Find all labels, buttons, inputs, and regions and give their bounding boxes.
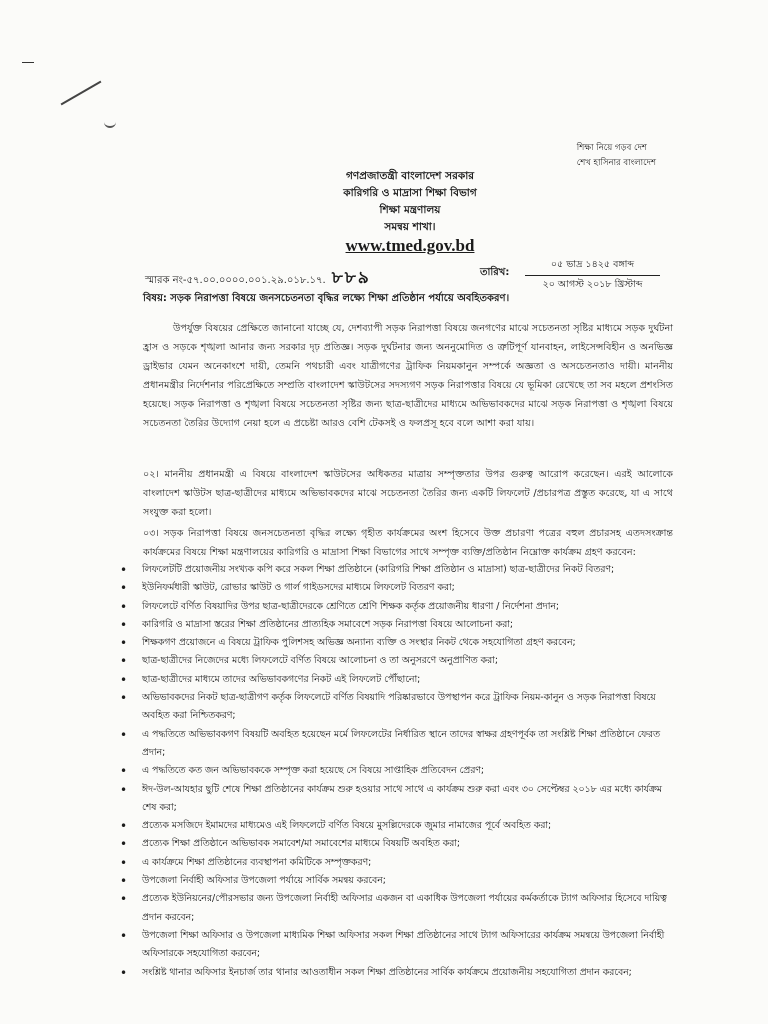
list-item: • এ পদ্ধতিতে কত জন অভিভাবককে সম্পৃক্ত করা হয়েছে সে বিষয়ে সাপ্তাহিক প্রতিবেদন প্রেরণ; — [118, 762, 678, 780]
motto-line-2: শেখ হাসিনার বাংলাদেশ — [576, 158, 656, 168]
memo-number — [145, 265, 371, 293]
list-item: • শিক্ষকগণ প্রয়োজনে এ বিষয়ে ট্রাফিক পুলিশসহ অভিজ্ঞ অন্যান্য ব্যক্তি ও সংস্থার নিকট থেকে সহযোগিতা গ্রহণ করবেন; — [118, 634, 678, 652]
memo-number-label: স্মারক নং-৫৭.০০.০০০০.০০১.২৯.০১৮.১৭. — [145, 275, 326, 286]
section-name: সমন্বয় শাখা। — [384, 221, 436, 233]
list-item: • ইউনিফর্মধারী স্কাউট, রোভার স্কাউট ও গার্ল গাইডসদের মাধ্যমে লিফলেট বিতরণ করা; — [118, 579, 678, 597]
subject-line: বিষয়: সড়ক নিরাপত্তা বিষয়ে জনসচেতনতা বৃদ্ধির লক্ষ্যে শিক্ষা প্রতিষ্ঠান পর্যায়ে অবহিতকরণ। — [143, 293, 510, 304]
list-item: • লিফলেটে বর্ণিত বিষয়াদির উপর ছাত্র-ছাত্রীদেরকে শ্রেণিতে শ্রেণি শিক্ষক কর্তৃক প্রয়োজনীয় ধারণা / নির্দেশনা প্রদান; — [118, 598, 678, 616]
list-item: • ছাত্র-ছাত্রীদের নিজেদের মধ্যে লিফলেটে বর্ণিত বিষয়ে আলোচনা ও তা অনুসরণে অনুপ্রাণিত করা; — [118, 652, 678, 670]
paragraph-1: উপর্যুক্ত বিষয়ের প্রেক্ষিতে জানানো যাচ্ছে যে, দেশব্যাপী সড়ক নিরাপত্তা বিষয়ে জনগণের মাঝে সচেতনতা সৃষ্টির মাধ্যমে সড়ক দুর্ঘটনা হ্রাস ও সড়কে শৃঙ্খলা আনার জন্য সরকার দৃঢ় প্রতিজ্ঞ। সড়ক দুর্ঘটনার জন্য অননুমোদিত ও ত্রুটিপূর্ণ যানবাহন, লাইসেন্সবিহীন ও অনভিজ্ঞ ড্রাইভার যেমন অনেকাংশে দায়ী, তেমনি পথচারী এবং যাত্রীগণের ট্রাফিক নিয়মকানুন সম্পর্কে অজ্ঞতা ও অসচেতনতাও দায়ী। মাননীয় প্রধানমন্ত্রীর নির্দেশনার পরিপ্রেক্ষিতে সম্প্রতি বাংলাদেশ স্কাউটসের সদস্যগণ সড়ক নিরাপত্তার বিষয়ে যে ভূমিকা রেখেছে তা সব মহলে প্রশংসিত হয়েছে। সড়ক নিরাপত্তা ও শৃঙ্খলা বিষয়ে সচেতনতা সৃষ্টির জন্য ছাত্র-ছাত্রীদের মাধ্যমে অভিভাবকদের মাঝে সড়ক নিরাপত্তা ও শৃঙ্খলা বিষয়ে সচেতনতা তৈরির উদ্যোগ নেয়া হলে এ প্রচেষ্টা আরও বেশি টেকসই ও ফলপ্রসূ হবে বলে আশা করা যায়। — [143, 323, 673, 429]
list-item: • প্রত্যেক মসজিদে ইমামদের মাধ্যমেও এই লিফলেটে বর্ণিত বিষয়ে মুসল্লিদেরকে জুমার নামাজের পূর্বে অবহিত করা; — [118, 817, 678, 835]
government-name: গণপ্রজাতন্ত্রী বাংলাদেশ সরকার — [345, 170, 475, 182]
pen-curve-mark — [104, 122, 116, 128]
date-bangla: ০৫ ভাদ্র ১৪২৫ বঙ্গাব্দ — [525, 258, 660, 276]
letterhead — [270, 168, 550, 254]
list-item: • ছাত্র-ছাত্রীদের মাধ্যমে তাদের অভিভাবকগণের নিকট এই লিফলেট পৌঁছানো; — [118, 671, 678, 689]
website-link[interactable]: www.tmed.gov.bd — [345, 236, 475, 255]
ministry-name: শিক্ষা মন্ত্রণালয় — [379, 204, 441, 216]
motto — [577, 141, 656, 171]
date-label: তারিখ: — [480, 267, 510, 278]
list-item: • অভিভাবকদের নিকট ছাত্র-ছাত্রীগণ কর্তৃক লিফলেটে বর্ণিত বিষয়াদি পরিষ্কারভাবে উপস্থাপন করে ট্রাফিক নিয়ম-কানুন ও সড়ক নিরাপত্তা বিষয়ে অবহিত করা নিশ্চিতকরণ; — [118, 689, 678, 726]
scan-edge-mark — [22, 62, 34, 63]
date-block — [525, 258, 660, 293]
paragraph-3: ০৩। সড়ক নিরাপত্তা বিষয়ে জনসচেতনতা বৃদ্ধির লক্ষ্যে গৃহীত কার্যক্রমের অংশ হিসেবে উক্ত প্রচারণা পত্রের বহুল প্রচারসহ এতদসংক্রান্ত কার্যক্রমের বিষয়ে শিক্ষা মন্ত্রণালয়ের কারিগরি ও মাদ্রাসা শিক্ষা বিভাগের সাথে সম্পৃক্ত ব্যক্তি/প্রতিষ্ঠান নিম্নোক্ত কার্যক্রম গ্রহণ করবেন: — [143, 528, 673, 558]
pen-stroke-mark — [61, 81, 102, 106]
motto-line-1: শিক্ষা নিয়ে গড়ব দেশ — [576, 143, 647, 153]
list-item: • উপজেলা নির্বাহী অফিসার উপজেলা পর্যায়ে সার্বিক সমন্বয় করবেন; — [118, 872, 678, 890]
list-item: • ঈদ-উল-আযহার ছুটি শেষে শিক্ষা প্রতিষ্ঠানের কার্যক্রম শুরু হওয়ার সাথে সাথে এ কার্যক্রম শুরু করা এবং ৩০ সেপ্টেম্বর ২০১৮ এর মধ্যে কার্যক্রম শেষ করা; — [118, 781, 678, 818]
list-item: • এ পদ্ধতিতে অভিভাবকগণ বিষয়টি অবহিত হয়েছেন মর্মে লিফলেটের নির্ধারিত স্থানে তাদের স্বাক্ষর গ্রহণপূর্বক তা সংশ্লিষ্ট শিক্ষা প্রতিষ্ঠানে ফেরত প্রদান; — [118, 726, 678, 763]
paragraph-2: ০২। মাননীয় প্রধানমন্ত্রী এ বিষয়ে বাংলাদেশ স্কাউটসের অধিকতর মাত্রায় সম্পৃক্ততার উপর গুরুত্ব আরোপ করেছেন। এরই আলোকে বাংলাদেশ স্কাউটস ছাত্র-ছাত্রীদের মাধ্যমে অভিভাবকদের মাঝে সচেতনতা তৈরির জন্য একটি লিফলেট /প্রচারপত্র প্রস্তুত করেছে, যা এ সাথে সংযুক্ত করা হলো। — [143, 469, 673, 518]
list-item: • উপজেলা শিক্ষা অফিসার ও উপজেলা মাধ্যমিক শিক্ষা অফিসার সকল শিক্ষা প্রতিষ্ঠানের সাথে ট্যাগ অফিসারের কার্যক্রম সমন্বয়ে উপজেলা নির্বাহী অফিসারকে সহযোগিতা করবেন; — [118, 927, 678, 964]
memo-number-handwritten: ৮৮৯ — [331, 268, 371, 287]
list-item: • লিফলেটটি প্রয়োজনীয় সংখ্যক কপি করে সকল শিক্ষা প্রতিষ্ঠানে (কারিগরি শিক্ষা প্রতিষ্ঠান ও মাদ্রাসা) ছাত্র-ছাত্রীদের নিকট বিতরণ; — [118, 561, 678, 579]
division-name: কারিগরি ও মাদ্রাসা শিক্ষা বিভাগ — [343, 187, 477, 199]
list-item: • প্রত্যেক শিক্ষা প্রতিষ্ঠানে অভিভাবক সমাবেশ/মা সমাবেশের মাধ্যমে বিষয়টি অবহিত করা; — [118, 835, 678, 853]
list-item: • এ কার্যক্রমে শিক্ষা প্রতিষ্ঠানের ব্যবস্থাপনা কমিটিকে সম্পৃক্তকরণ; — [118, 854, 678, 872]
list-item: • কারিগরি ও মাদ্রাসা স্তরের শিক্ষা প্রতিষ্ঠানের প্রাত্যহিক সমাবেশে সড়ক নিরাপত্তা বিষয়ে আলোচনা করা; — [118, 616, 678, 634]
date-english: ২০ আগস্ট ২০১৮ খ্রিস্টাব্দ — [542, 279, 643, 290]
list-item: • প্রত্যেক ইউনিয়নের/পৌরসভার জন্য উপজেলা নির্বাহী অফিসার একজন বা একাধিক উপজেলা পর্যায়ের কর্মকর্তাকে ট্যাগ অফিসার হিসেবে দায়িত্ব প্রদান করবেন; — [118, 890, 678, 927]
list-item: • সংশ্লিষ্ট থানার অফিসার ইনচার্জ তার থানার আওতাধীন সকল শিক্ষা প্রতিষ্ঠানের সার্বিক কার্যক্রমে প্রয়োজনীয় সহযোগিতা প্রদান করবেন; — [118, 964, 678, 982]
action-list — [118, 561, 678, 982]
